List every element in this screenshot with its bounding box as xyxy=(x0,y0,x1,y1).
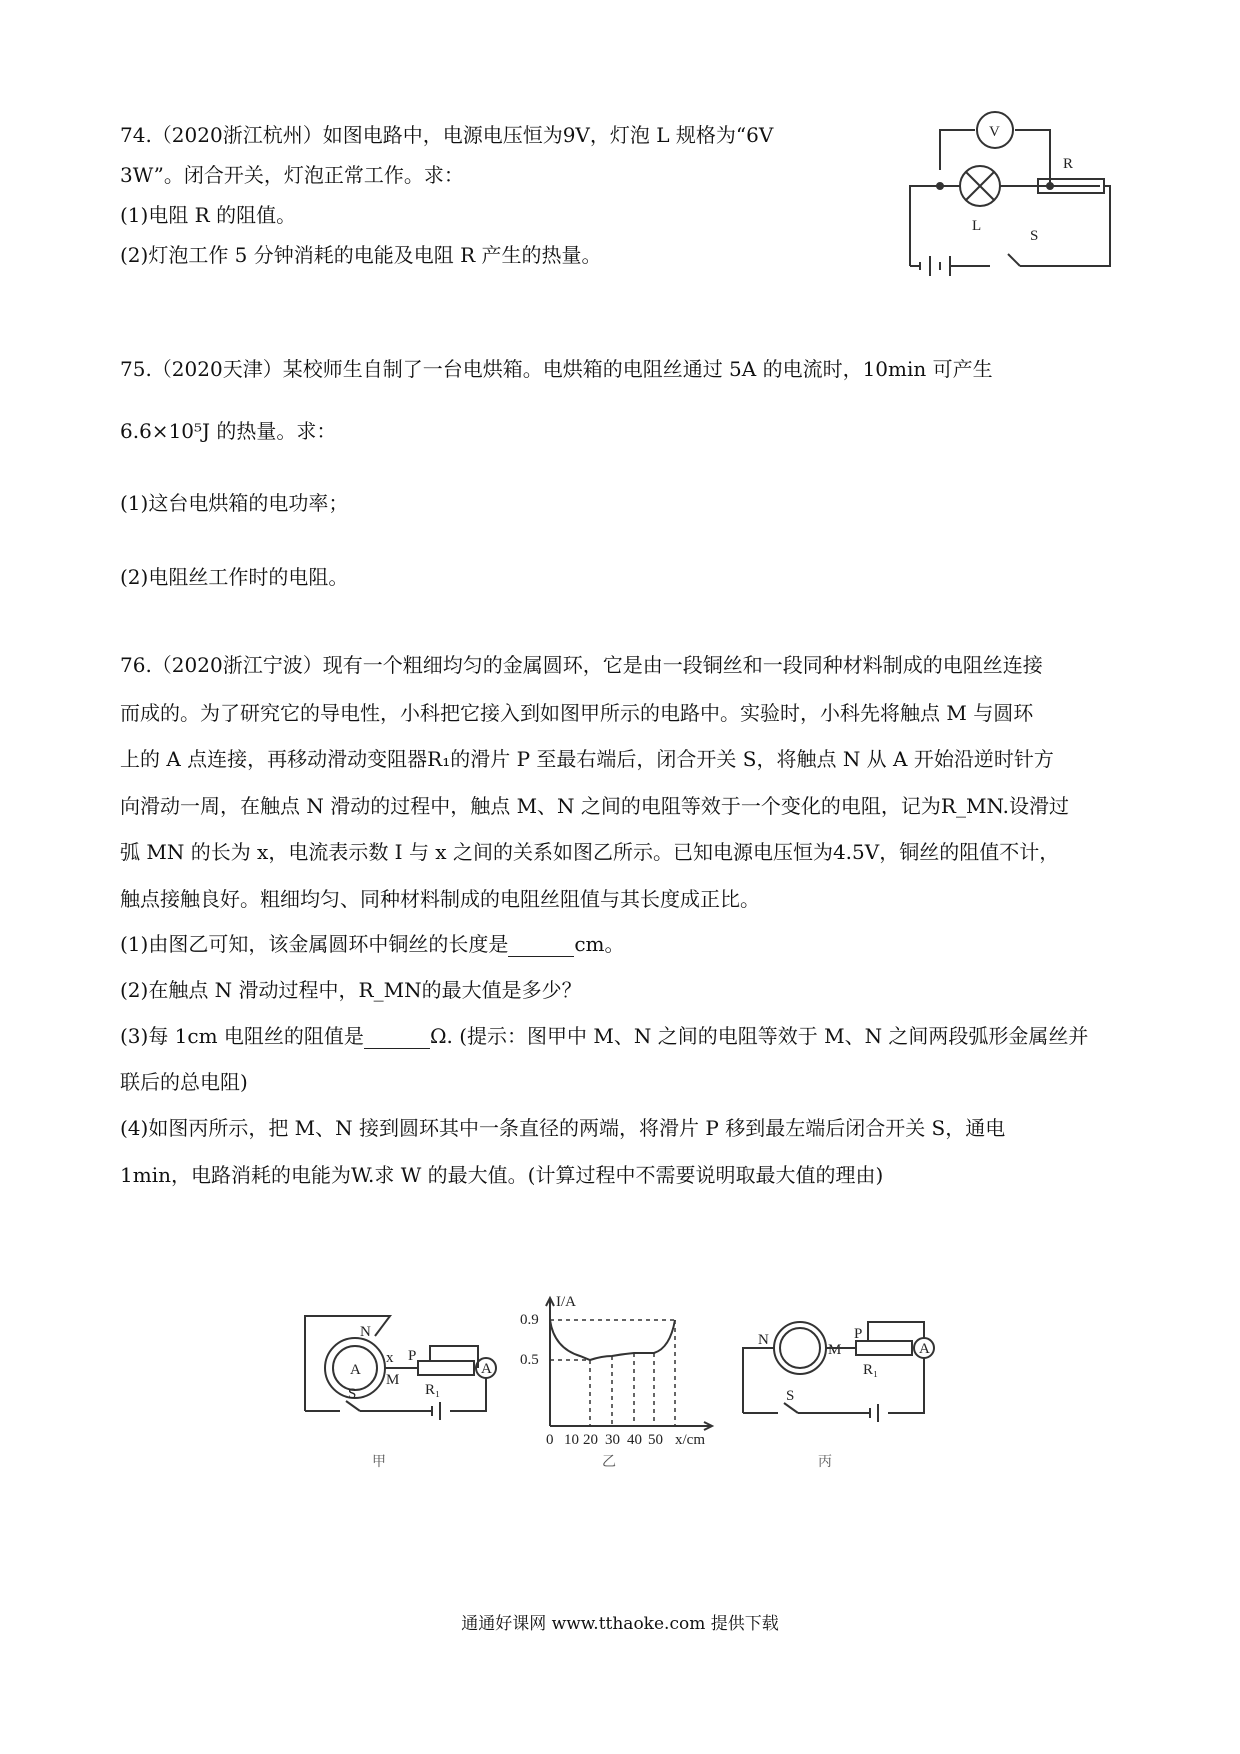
q75-line-4: (2)电阻丝工作时的电阻。 xyxy=(120,565,349,589)
q76-sub4-line-1: (4)如图丙所示，把 M、N 接到圆环其中一条直径的两端，将滑片 P 移到最左端后闭合开关 S，通电 xyxy=(120,1116,1006,1140)
q76-sub3-text: (3)每 1cm 电阻丝的阻值是 xyxy=(120,1024,364,1048)
yi-tick-09: 0.9 xyxy=(520,1312,539,1328)
jia-label-a: A xyxy=(350,1362,361,1378)
q74-line-3: (1)电阻 R 的阻值。 xyxy=(120,203,297,227)
yi-xlabel: x/cm xyxy=(675,1432,705,1448)
figure-jia-circuit xyxy=(300,1306,500,1446)
jia-label-r1: R₁ xyxy=(425,1382,441,1398)
figure-bing-circuit xyxy=(738,1318,938,1448)
figure-jia-caption: 甲 xyxy=(372,1454,386,1470)
q76-line-2: 而成的。为了研究它的导电性，小科把它接入到如图甲所示的电路中。实验时，小科先将触点 M 与圆环 xyxy=(120,701,1034,725)
yi-tick-05: 0.5 xyxy=(520,1352,539,1368)
q76-line-1: 76.（2020浙江宁波）现有一个粗细均匀的金属圆环，它是由一段铜丝和一段同种材料制成的电阻丝连接 xyxy=(120,653,1043,677)
bing-label-r1: R₁ xyxy=(863,1362,879,1378)
figure-yi-graph xyxy=(520,1290,720,1448)
q75-line-1: 75.（2020天津）某校师生自制了一台电烘箱。电烘箱的电阻丝通过 5A 的电流时，10min 可产生 xyxy=(120,357,993,381)
figure-yi-caption: 乙 xyxy=(602,1454,616,1470)
yi-curve xyxy=(550,1320,675,1360)
switch-icon xyxy=(1008,254,1020,266)
jia-ammeter-label: A xyxy=(481,1361,492,1377)
jia-label-p: P xyxy=(408,1348,417,1364)
jia-label-m: M xyxy=(386,1372,400,1388)
jia-switch-icon xyxy=(346,1401,360,1411)
q76-line-3: 上的 A 点连接，再移动滑动变阻器R₁的滑片 P 至最右端后，闭合开关 S，将触点 N 从 A 开始沿逆时针方 xyxy=(120,747,1054,771)
jia-label-x: x xyxy=(386,1350,394,1366)
q76-sub3-hint: Ω. (提示：图甲中 M、N 之间的电阻等效于 M、N 之间两段弧形金属丝并 xyxy=(429,1024,1089,1048)
yi-xtick-30: 30 xyxy=(605,1432,620,1448)
resistor-label: R xyxy=(1063,156,1074,172)
figure-bing-caption: 丙 xyxy=(818,1454,832,1470)
q76-line-4: 向滑动一周，在触点 N 滑动的过程中，触点 M、N 之间的电阻等效于一个变化的电阻，记为R_MN.设滑过 xyxy=(120,794,1070,818)
q76-sub1-unit: cm。 xyxy=(574,932,625,956)
yi-xtick-20: 20 xyxy=(583,1432,598,1448)
page-footer: 通通好课网 www.tthaoke.com 提供下载 xyxy=(461,1614,779,1634)
q76-sub3-cont: 联后的总电阻) xyxy=(120,1070,248,1094)
yi-xtick-0: 0 xyxy=(546,1432,554,1448)
bing-label-s: S xyxy=(786,1388,795,1404)
bing-label-p: P xyxy=(854,1326,863,1342)
yi-xtick-50: 50 xyxy=(648,1432,663,1448)
bing-ring-icon xyxy=(774,1322,826,1374)
q76-line-5: 弧 MN 的长为 x，电流表示数 I 与 x 之间的关系如图乙所示。已知电源电压恒为4.5V，铜丝的阻值不计， xyxy=(120,840,1060,864)
q76-sub2: (2)在触点 N 滑动过程中，R_MN的最大值是多少？ xyxy=(120,978,582,1002)
bing-switch-icon xyxy=(784,1403,798,1413)
bing-ammeter-label: A xyxy=(919,1341,930,1357)
q75-line-3: (1)这台电烘箱的电功率； xyxy=(120,491,349,515)
q74-line-4: (2)灯泡工作 5 分钟消耗的电能及电阻 R 产生的热量。 xyxy=(120,243,602,267)
yi-xtick-40: 40 xyxy=(627,1432,642,1448)
yi-ylabel: I/A xyxy=(556,1294,576,1310)
q76-line-6: 触点接触良好。粗细均匀、同种材料制成的电阻丝阻值与其长度成正比。 xyxy=(120,887,760,911)
switch-label: S xyxy=(1030,228,1039,244)
jia-label-s: S xyxy=(348,1386,357,1402)
bing-label-n: N xyxy=(758,1332,769,1348)
answer-blank-1 xyxy=(508,936,574,957)
q76-sub1 xyxy=(120,931,625,957)
q74-line-2: 3W”。闭合开关，灯泡正常工作。求： xyxy=(120,163,464,187)
q74-circuit-figure xyxy=(880,110,1140,280)
voltmeter-label: V xyxy=(989,124,1000,140)
q74-line-1: 74.（2020浙江杭州）如图电路中，电源电压恒为9V，灯泡 L 规格为“6V xyxy=(120,123,774,147)
q76-sub4-line-2: 1min，电路消耗的电能为W.求 W 的最大值。(计算过程中不需要说明取最大值的理由) xyxy=(120,1163,884,1187)
answer-blank-3 xyxy=(364,1028,430,1049)
q75-line-2: 6.6×10⁵J 的热量。求： xyxy=(120,419,337,443)
jia-label-n: N xyxy=(360,1324,371,1340)
bulb-label: L xyxy=(972,218,982,234)
q76-sub1-text: (1)由图乙可知，该金属圆环中铜丝的长度是 xyxy=(120,932,509,956)
q76-sub3 xyxy=(120,1023,1088,1049)
bing-rheostat-icon xyxy=(856,1341,912,1355)
rheostat-icon xyxy=(418,1361,474,1375)
yi-xtick-10: 10 xyxy=(564,1432,579,1448)
bing-label-m: M xyxy=(828,1342,842,1358)
